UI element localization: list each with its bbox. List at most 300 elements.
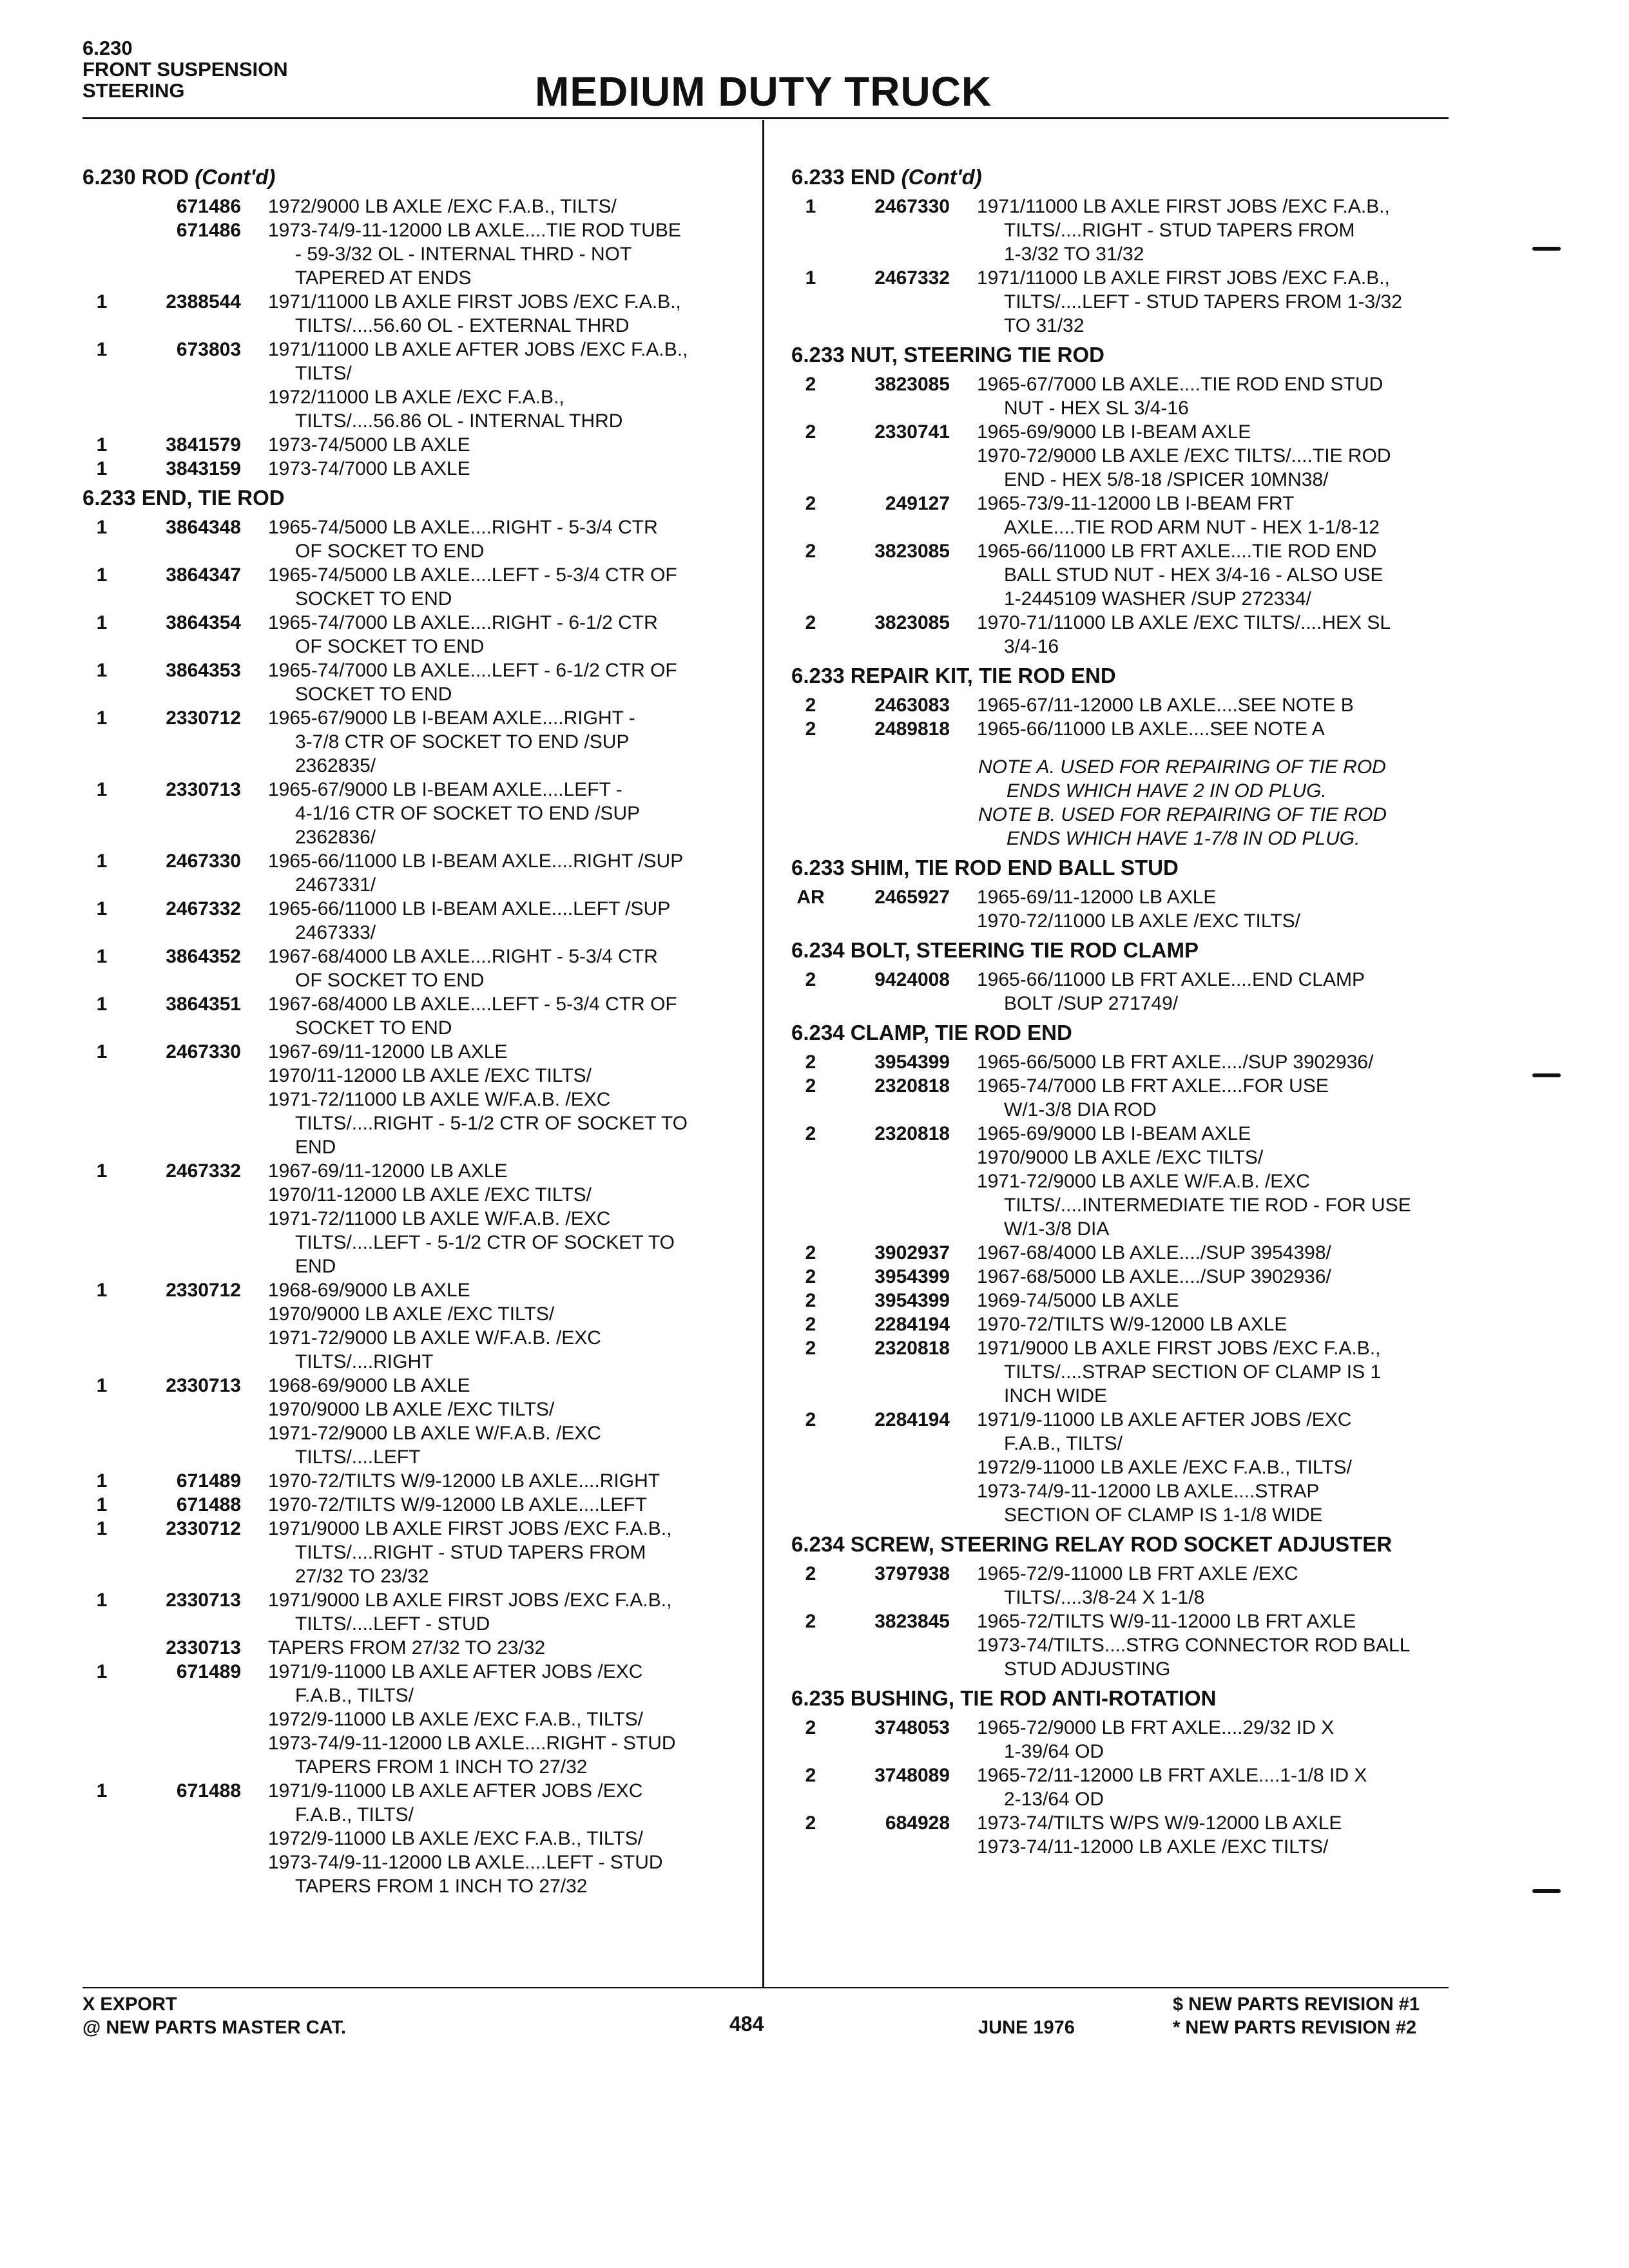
- description-line: SOCKET TO END: [295, 1017, 452, 1039]
- section-heading: 6.235 BUSHING, TIE ROD ANTI-ROTATION: [791, 1686, 1217, 1710]
- description-line: 1965-67/9000 LB I-BEAM AXLE....RIGHT -: [268, 707, 635, 729]
- part-qty: [82, 1827, 121, 1850]
- part-qty: 2: [805, 718, 816, 740]
- section-heading: 6.233 SHIM, TIE ROD END BALL STUD: [791, 856, 1179, 879]
- part-description: [977, 1610, 1449, 1633]
- description-line: TILTS/....LEFT - STUD: [295, 1613, 490, 1635]
- part-row: [791, 444, 1449, 492]
- part-description: [268, 1159, 753, 1183]
- part-description: [268, 1064, 753, 1088]
- part-row: [791, 693, 1449, 717]
- part-number: [830, 444, 977, 492]
- note-line: ENDS WHICH HAVE 2 IN OD PLUG.: [1007, 780, 1327, 802]
- part-qty: 1: [96, 1590, 108, 1611]
- part-row: [82, 1183, 753, 1207]
- description-line: 2467331/: [295, 874, 376, 896]
- description-line: 1970-72/TILTS W/9-12000 LB AXLE....RIGHT: [268, 1470, 660, 1492]
- page-number: 484: [729, 2012, 764, 2035]
- description-line: 1971/11000 LB AXLE FIRST JOBS /EXC F.A.B.,: [977, 267, 1390, 289]
- part-description: [268, 611, 753, 658]
- description-line: OF SOCKET TO END: [295, 636, 485, 657]
- part-description: [268, 778, 753, 849]
- footer-rule: [82, 1987, 1449, 1988]
- part-row: [82, 1326, 753, 1374]
- note-line: NOTE A. USED FOR REPAIRING OF TIE ROD: [978, 756, 1386, 778]
- description-line: 1972/9-11000 LB AXLE /EXC F.A.B., TILTS/: [268, 1709, 643, 1730]
- description-line: 2362836/: [295, 827, 376, 848]
- part-row: [791, 1456, 1449, 1479]
- part-description: [268, 338, 753, 385]
- description-line: 1965-66/11000 LB FRT AXLE....END CLAMP: [977, 969, 1365, 990]
- part-description: [268, 1850, 753, 1898]
- page-title: MEDIUM DUTY TRUCK: [535, 68, 992, 115]
- part-row: [82, 1302, 753, 1326]
- footer-date: JUNE 1976: [978, 2017, 1075, 2038]
- part-number: 673803: [176, 339, 241, 360]
- part-row: [82, 1707, 753, 1731]
- part-number: [121, 385, 268, 433]
- part-qty: [82, 218, 121, 290]
- parts-list: [82, 515, 753, 1898]
- part-number: 2467330: [874, 196, 950, 217]
- description-line: INCH WIDE: [1004, 1385, 1107, 1407]
- part-qty: 1: [96, 291, 108, 312]
- part-description: [977, 1146, 1449, 1169]
- part-row: [791, 909, 1449, 933]
- part-row: [82, 563, 753, 611]
- part-description: [977, 693, 1449, 717]
- section-heading: 6.234 BOLT, STEERING TIE ROD CLAMP: [791, 938, 1199, 962]
- parts-list: [82, 195, 753, 481]
- part-number: [121, 1207, 268, 1278]
- part-row: [82, 457, 753, 481]
- part-description: [977, 1456, 1449, 1479]
- part-qty: [791, 1456, 830, 1479]
- part-number: [121, 1707, 268, 1731]
- part-qty: 1: [96, 946, 108, 967]
- part-description: [268, 1588, 753, 1636]
- part-qty: [82, 1302, 121, 1326]
- part-qty: 1: [96, 564, 108, 586]
- part-number: [121, 1398, 268, 1421]
- part-qty: [82, 1207, 121, 1278]
- part-row: [82, 778, 753, 849]
- part-qty: 2: [805, 374, 816, 395]
- description-line: W/1-3/8 DIA: [1004, 1218, 1110, 1240]
- part-description: [268, 897, 753, 945]
- part-row: [82, 1398, 753, 1421]
- part-description: [977, 539, 1449, 611]
- part-row: [791, 968, 1449, 1015]
- part-number: 2320818: [874, 1075, 950, 1097]
- part-qty: 2: [805, 612, 816, 633]
- part-description: [268, 433, 753, 457]
- part-description: [977, 968, 1449, 1015]
- description-line: SOCKET TO END: [295, 684, 452, 705]
- part-row: [82, 1827, 753, 1850]
- part-qty: [791, 1835, 830, 1859]
- part-row: [791, 1610, 1449, 1633]
- part-number: 249127: [885, 493, 950, 514]
- part-qty: 1: [96, 1041, 108, 1062]
- part-row: [82, 897, 753, 945]
- part-row: [82, 385, 753, 433]
- description-line: F.A.B., TILTS/: [1004, 1433, 1123, 1454]
- section-heading: 6.234 SCREW, STEERING RELAY ROD SOCKET ADJUSTER: [791, 1532, 1393, 1556]
- part-description: [977, 1763, 1449, 1811]
- part-qty: 2: [805, 1314, 816, 1335]
- description-line: 1967-68/4000 LB AXLE....RIGHT - 5-3/4 CTR: [268, 946, 658, 967]
- part-number: [830, 909, 977, 933]
- part-row: [82, 992, 753, 1040]
- part-row: [82, 706, 753, 778]
- parts-list: [791, 885, 1449, 933]
- part-row: [82, 1278, 753, 1302]
- part-qty: [82, 1421, 121, 1469]
- part-row: [82, 1588, 753, 1636]
- description-line: 1973-74/TILTS....STRG CONNECTOR ROD BALL: [977, 1635, 1411, 1656]
- part-number: 3841579: [166, 434, 241, 456]
- part-number: [830, 1169, 977, 1241]
- description-line: 1965-72/9-11000 LB FRT AXLE /EXC: [977, 1563, 1298, 1584]
- part-qty: 2: [805, 1563, 816, 1584]
- part-number: [121, 1731, 268, 1779]
- part-description: [977, 1336, 1449, 1408]
- part-row: [791, 372, 1449, 420]
- part-number: 3954399: [874, 1290, 950, 1311]
- part-number: 2330713: [166, 1375, 241, 1396]
- part-description: [268, 849, 753, 897]
- part-qty: [82, 1731, 121, 1779]
- description-line: TILTS/....LEFT: [295, 1446, 421, 1468]
- part-row: [82, 1207, 753, 1278]
- description-line: STUD ADJUSTING: [1004, 1658, 1171, 1680]
- description-line: 1970/9000 LB AXLE /EXC TILTS/: [268, 1303, 555, 1325]
- part-row: [791, 1241, 1449, 1265]
- section-heading: 6.233 REPAIR KIT, TIE ROD END: [791, 664, 1116, 687]
- part-qty: [82, 1064, 121, 1088]
- part-row: [82, 611, 753, 658]
- description-line: 1965-69/11-12000 LB AXLE: [977, 887, 1217, 908]
- part-number: 3902937: [874, 1242, 950, 1264]
- part-number: 2320818: [874, 1123, 950, 1144]
- description-line: 1971/9000 LB AXLE FIRST JOBS /EXC F.A.B.,: [977, 1338, 1381, 1359]
- part-row: [82, 195, 753, 218]
- part-row: [82, 1493, 753, 1517]
- description-line: 1965-66/11000 LB I-BEAM AXLE....LEFT /SUP: [268, 898, 671, 919]
- part-qty: 2: [805, 541, 816, 562]
- part-number: 2467332: [166, 898, 241, 919]
- parts-list: [791, 693, 1449, 741]
- description-line: 1965-69/9000 LB I-BEAM AXLE: [977, 1123, 1251, 1144]
- revision-mark: [1532, 1889, 1561, 1893]
- part-row: [82, 1374, 753, 1398]
- part-number: 2467332: [166, 1160, 241, 1182]
- parts-list: [791, 968, 1449, 1015]
- part-qty: [82, 1398, 121, 1421]
- part-qty: [82, 1707, 121, 1731]
- part-row: [791, 1050, 1449, 1074]
- description-line: F.A.B., TILTS/: [295, 1804, 414, 1825]
- note-line: NOTE B. USED FOR REPAIRING OF TIE ROD: [978, 804, 1387, 825]
- description-line: 1973-74/9-11-12000 LB AXLE....TIE ROD TUBE: [268, 220, 681, 241]
- description-line: 1971-72/9000 LB AXLE W/F.A.B. /EXC: [268, 1423, 601, 1444]
- description-line: 1970/9000 LB AXLE /EXC TILTS/: [977, 1147, 1264, 1168]
- part-number: 3954399: [874, 1266, 950, 1287]
- part-row: [82, 218, 753, 290]
- part-number: 671486: [176, 220, 241, 241]
- description-line: TILTS/....STRAP SECTION OF CLAMP IS 1: [1004, 1361, 1382, 1383]
- part-row: [82, 1517, 753, 1588]
- part-qty: 1: [96, 850, 108, 872]
- section-heading: 6.233 END (Cont'd): [791, 165, 982, 189]
- description-line: 1971/9-11000 LB AXLE AFTER JOBS /EXC: [268, 1661, 643, 1682]
- description-line: 1972/11000 LB AXLE /EXC F.A.B.,: [268, 387, 564, 408]
- description-line: 2362835/: [295, 755, 376, 776]
- description-line: OF SOCKET TO END: [295, 970, 485, 991]
- description-line: 1968-69/9000 LB AXLE: [268, 1375, 470, 1396]
- part-description: [977, 1562, 1449, 1610]
- description-line: OF SOCKET TO END: [295, 541, 485, 562]
- description-line: 1-3/32 TO 31/32: [1004, 244, 1144, 265]
- description-line: 1973-74/9-11-12000 LB AXLE....STRAP: [977, 1481, 1320, 1502]
- part-number: [121, 1326, 268, 1374]
- part-description: [268, 515, 753, 563]
- part-qty: 2: [805, 1717, 816, 1738]
- part-qty: [82, 195, 121, 218]
- section-heading: 6.234 CLAMP, TIE ROD END: [791, 1021, 1072, 1044]
- part-qty: 1: [96, 458, 108, 479]
- part-number: 3954399: [874, 1052, 950, 1073]
- part-number: 3797938: [874, 1563, 950, 1584]
- part-number: 3748089: [874, 1765, 950, 1786]
- part-description: [977, 1312, 1449, 1336]
- part-description: [977, 1716, 1449, 1763]
- description-line: 1967-68/4000 LB AXLE....LEFT - 5-3/4 CTR OF: [268, 994, 677, 1015]
- part-number: 3864352: [166, 946, 241, 967]
- description-line: TILTS/....RIGHT: [295, 1351, 434, 1372]
- part-number: 2330713: [166, 1590, 241, 1611]
- part-number: 2284194: [874, 1409, 950, 1430]
- part-number: 3823085: [874, 541, 950, 562]
- part-row: [791, 539, 1449, 611]
- part-qty: 1: [96, 994, 108, 1015]
- description-line: 1971/9000 LB AXLE FIRST JOBS /EXC F.A.B.,: [268, 1590, 672, 1611]
- description-line: 1965-72/TILTS W/9-11-12000 LB FRT AXLE: [977, 1611, 1356, 1632]
- description-line: TAPERS FROM 1 INCH TO 27/32: [295, 1876, 588, 1897]
- part-qty: [791, 1146, 830, 1169]
- part-row: [82, 945, 753, 992]
- description-line: 1973-74/5000 LB AXLE: [268, 434, 470, 456]
- part-qty: 2: [805, 695, 816, 716]
- part-row: [791, 1479, 1449, 1527]
- part-description: [268, 992, 753, 1040]
- part-row: [791, 1074, 1449, 1122]
- part-row: [791, 1146, 1449, 1169]
- part-description: [268, 1827, 753, 1850]
- description-line: END: [295, 1256, 336, 1277]
- part-number: 3823085: [874, 374, 950, 395]
- description-line: 1973-74/9-11-12000 LB AXLE....LEFT - STUD: [268, 1852, 663, 1873]
- part-description: [977, 1479, 1449, 1527]
- part-description: [977, 195, 1449, 266]
- description-line: 4-1/16 CTR OF SOCKET TO END /SUP: [295, 803, 641, 824]
- part-description: [977, 492, 1449, 539]
- part-number: 3864354: [166, 612, 241, 633]
- description-line: 1971/11000 LB AXLE FIRST JOBS /EXC F.A.B.,: [268, 291, 681, 312]
- part-qty: [82, 1183, 121, 1207]
- description-line: 1969-74/5000 LB AXLE: [977, 1290, 1179, 1311]
- description-line: 1973-74/TILTS W/PS W/9-12000 LB AXLE: [977, 1812, 1342, 1834]
- part-row: [791, 1763, 1449, 1811]
- part-qty: [791, 444, 830, 492]
- section-line-1: FRONT SUSPENSION: [82, 58, 288, 81]
- description-line: 1965-69/9000 LB I-BEAM AXLE: [977, 421, 1251, 443]
- part-description: [977, 372, 1449, 420]
- part-row: [791, 266, 1449, 338]
- description-line: TILTS/: [295, 363, 352, 384]
- description-line: 1965-72/11-12000 LB FRT AXLE....1-1/8 ID X: [977, 1765, 1367, 1786]
- description-line: 1965-74/7000 LB AXLE....LEFT - 6-1/2 CTR OF: [268, 660, 677, 681]
- part-qty: 2: [805, 1812, 816, 1834]
- parts-list: [791, 1562, 1449, 1681]
- part-description: [977, 1241, 1449, 1265]
- part-qty: 2: [805, 421, 816, 443]
- part-qty: 1: [96, 1470, 108, 1492]
- part-row: [791, 1289, 1449, 1312]
- part-qty: [82, 1636, 121, 1660]
- part-number: 2330713: [166, 1637, 241, 1658]
- footer-export: X EXPORT: [82, 1994, 177, 2015]
- section-code: 6.230: [82, 37, 133, 59]
- part-number: 2330712: [166, 1280, 241, 1301]
- part-row: [82, 1159, 753, 1183]
- description-line: 1970-72/11000 LB AXLE /EXC TILTS/: [977, 910, 1300, 932]
- part-description: [268, 1278, 753, 1302]
- part-description: [268, 1040, 753, 1064]
- part-description: [977, 1074, 1449, 1122]
- description-line: 3/4-16: [1004, 636, 1059, 657]
- part-qty: 2: [805, 1765, 816, 1786]
- description-line: 1971-72/11000 LB AXLE W/F.A.B. /EXC: [268, 1208, 611, 1229]
- part-description: [268, 195, 753, 218]
- part-qty: 2: [805, 1052, 816, 1073]
- part-number: [830, 1633, 977, 1681]
- part-qty: 1: [96, 660, 108, 681]
- description-line: 1971-72/11000 LB AXLE W/F.A.B. /EXC: [268, 1089, 611, 1110]
- description-line: BALL STUD NUT - HEX 3/4-16 - ALSO USE: [1004, 564, 1383, 586]
- description-line: 1967-69/11-12000 LB AXLE: [268, 1160, 508, 1182]
- part-description: [268, 1707, 753, 1731]
- footer-revision-1: $ NEW PARTS REVISION #1: [1173, 1994, 1420, 2015]
- part-number: 2467330: [166, 1041, 241, 1062]
- description-line: TILTS/....56.86 OL - INTERNAL THRD: [295, 410, 623, 432]
- part-row: [791, 1336, 1449, 1408]
- description-line: 1965-66/5000 LB FRT AXLE..../SUP 3902936/: [977, 1052, 1374, 1073]
- description-line: 1971/9-11000 LB AXLE AFTER JOBS /EXC: [977, 1409, 1352, 1430]
- part-number: 2330712: [166, 707, 241, 729]
- part-qty: 2: [805, 493, 816, 514]
- description-line: 1972/9-11000 LB AXLE /EXC F.A.B., TILTS/: [268, 1828, 643, 1849]
- part-row: [791, 1312, 1449, 1336]
- description-line: 1971/11000 LB AXLE FIRST JOBS /EXC F.A.B.,: [977, 196, 1390, 217]
- description-line: 1970/11-12000 LB AXLE /EXC TILTS/: [268, 1184, 592, 1206]
- description-line: TILTS/....LEFT - 5-1/2 CTR OF SOCKET TO: [295, 1232, 675, 1253]
- part-qty: AR: [796, 887, 825, 908]
- part-number: 3864351: [166, 994, 241, 1015]
- part-qty: [791, 909, 830, 933]
- part-qty: 1: [96, 612, 108, 633]
- part-row: [791, 195, 1449, 266]
- description-line: 1967-69/11-12000 LB AXLE: [268, 1041, 508, 1062]
- part-description: [977, 1289, 1449, 1312]
- part-description: [268, 1731, 753, 1779]
- part-description: [977, 1633, 1449, 1681]
- description-line: 1965-74/7000 LB AXLE....RIGHT - 6-1/2 CTR: [268, 612, 658, 633]
- description-line: TILTS/....56.60 OL - EXTERNAL THRD: [295, 315, 630, 336]
- description-line: 1973-74/9-11-12000 LB AXLE....RIGHT - STUD: [268, 1733, 676, 1754]
- description-line: TILTS/....RIGHT - 5-1/2 CTR OF SOCKET TO: [295, 1113, 688, 1134]
- description-line: AXLE....TIE ROD ARM NUT - HEX 1-1/8-12: [1004, 517, 1380, 538]
- part-row: [791, 1716, 1449, 1763]
- description-line: 1971-72/9000 LB AXLE W/F.A.B. /EXC: [268, 1327, 601, 1349]
- part-description: [977, 885, 1449, 909]
- revision-mark: [1532, 247, 1561, 251]
- part-number: [830, 1479, 977, 1527]
- description-line: 1965-74/5000 LB AXLE....LEFT - 5-3/4 CTR OF: [268, 564, 677, 586]
- section-heading: 6.230 ROD (Cont'd): [82, 165, 276, 189]
- part-number: [830, 1146, 977, 1169]
- description-line: 1965-74/7000 LB FRT AXLE....FOR USE: [977, 1075, 1329, 1097]
- part-description: [268, 1779, 753, 1827]
- part-qty: 2: [805, 1123, 816, 1144]
- part-qty: [791, 1633, 830, 1681]
- part-number: 671489: [176, 1661, 241, 1682]
- part-description: [268, 290, 753, 338]
- part-number: 2330712: [166, 1518, 241, 1539]
- description-line: 1965-73/9-11-12000 LB I-BEAM FRT: [977, 493, 1295, 514]
- part-description: [268, 1088, 753, 1159]
- note-line: ENDS WHICH HAVE 1-7/8 IN OD PLUG.: [1007, 828, 1360, 849]
- part-number: 9424008: [874, 969, 950, 990]
- part-description: [268, 1207, 753, 1278]
- part-row: [791, 492, 1449, 539]
- part-qty: [82, 385, 121, 433]
- part-number: 671489: [176, 1470, 241, 1492]
- part-qty: 2: [805, 1611, 816, 1632]
- part-description: [977, 1408, 1449, 1456]
- part-description: [268, 457, 753, 481]
- description-line: END - HEX 5/8-18 /SPICER 10MN38/: [1004, 469, 1329, 490]
- description-line: TILTS/....RIGHT - STUD TAPERS FROM: [295, 1542, 646, 1563]
- description-line: 1965-72/9000 LB FRT AXLE....29/32 ID X: [977, 1717, 1335, 1738]
- description-line: - 59-3/32 OL - INTERNAL THRD - NOT: [295, 244, 632, 265]
- part-row: [82, 290, 753, 338]
- part-number: 2463083: [874, 695, 950, 716]
- section-line-2: STEERING: [82, 79, 185, 102]
- part-number: 2330741: [874, 421, 950, 443]
- left-column: [82, 160, 753, 1898]
- part-qty: 2: [805, 1290, 816, 1311]
- part-number: 2467330: [166, 850, 241, 872]
- page-header-left: [82, 37, 288, 101]
- part-number: 671488: [176, 1494, 241, 1515]
- description-line: TO 31/32: [1004, 315, 1084, 336]
- repair-kit-notes: [791, 755, 1449, 850]
- part-row: [791, 1408, 1449, 1456]
- description-line: TAPERS FROM 27/32 TO 23/32: [268, 1637, 546, 1658]
- description-line: SOCKET TO END: [295, 588, 452, 610]
